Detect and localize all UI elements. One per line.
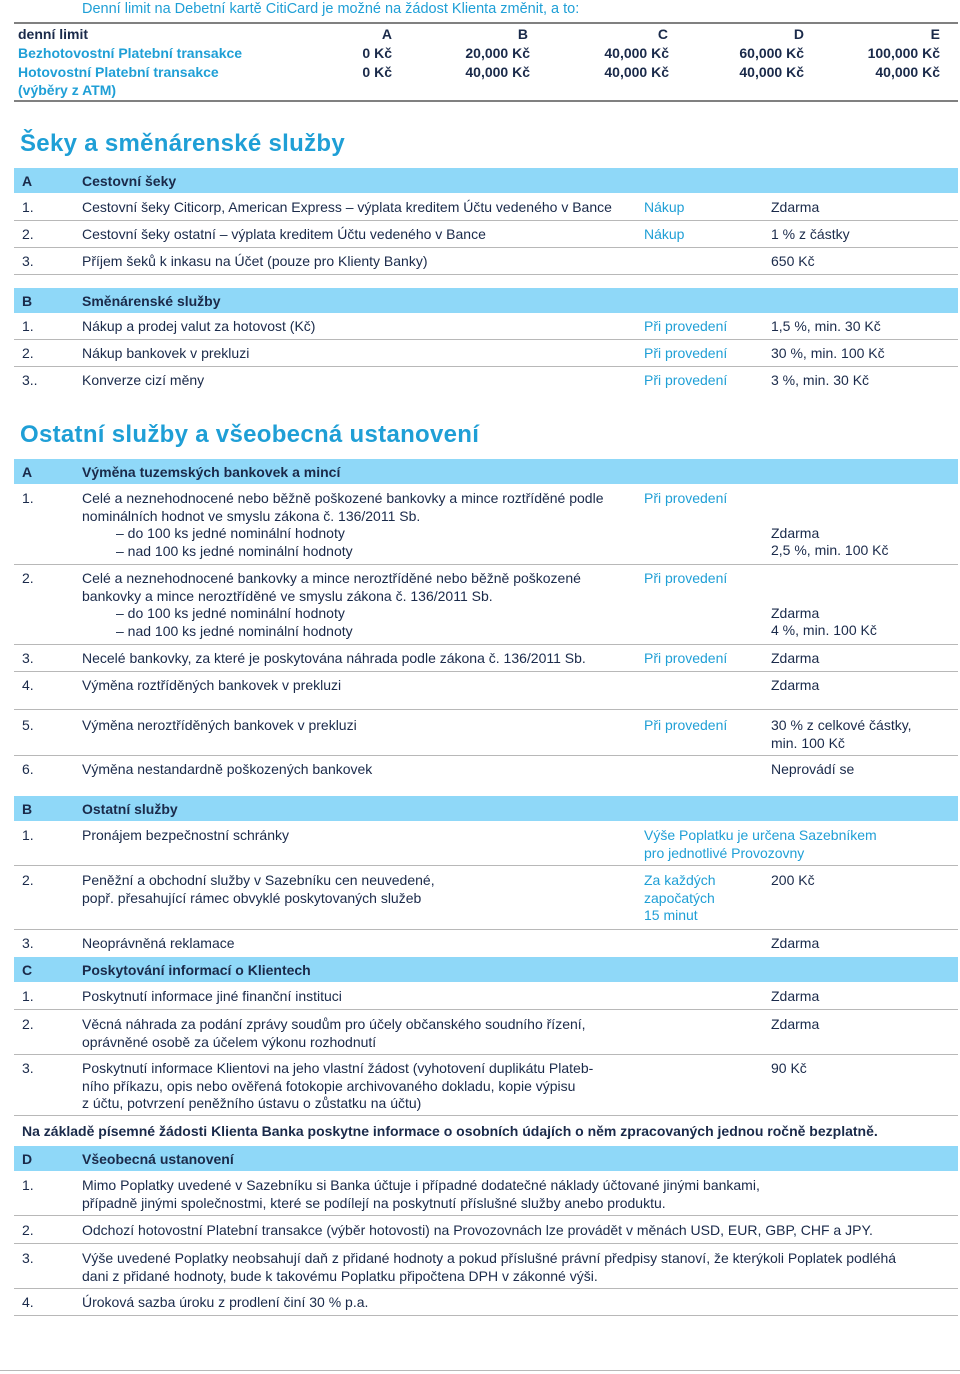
desc-line: Mimo Poplatky uvedené v Sazebníku si Banka účtuje i případné dodatečné náklady účtované jinými bankami, [82,1177,760,1193]
table-row [14,1246,958,1289]
when-line: Za každých [644,872,716,888]
row-when: Při provedení [644,570,728,586]
row-description [82,1016,642,1051]
price-line: 30 % z celkové částky, [771,717,912,733]
limits-value: 0 Kč [362,64,392,80]
category-title: Všeobecná ustanovení [82,1151,234,1167]
row-price: 1 % z částky [771,226,850,242]
category-letter: B [22,293,33,309]
limits-col-e: E [930,26,940,42]
category-bar-checks-a [14,168,958,193]
row-number: 1. [22,827,34,843]
row-when: Při provedení [644,650,728,666]
table-row [14,868,958,930]
row-price: Zdarma [771,677,820,693]
desc-line: dani z přidané hodnoty, bude k takovému Poplatku připočtena DPH v zákonné výši. [82,1267,598,1284]
page-bottom-divider [0,1370,960,1371]
category-letter: A [22,464,33,480]
row-description: Úroková sazba úroku z prodlení činí 30 % p.a. [82,1294,369,1310]
table-row [14,757,958,782]
row-description [82,872,642,907]
category-title: Ostatní služby [82,801,178,817]
table-row [14,486,958,565]
row-number: 1. [22,490,34,506]
category-title: Poskytování informací o Klientech [82,962,311,978]
desc-line: Celé a neznehodnocené bankovky a mince neroztříděné nebo běžně poškozené [82,570,581,586]
desc-line: popř. přesahující rámec obvyklé poskytovaných služeb [82,889,422,906]
table-row [14,222,958,248]
table-row [14,249,958,275]
row-number: 2. [22,872,34,888]
limits-col-c: C [657,26,668,42]
desc-subline: – do 100 ks jedné nominální hodnoty [116,525,345,541]
row-description: Konverze cizí měny [82,372,205,388]
row-description [82,1250,942,1285]
row-number: 1. [22,199,34,215]
row-number: 2. [22,345,34,361]
limits-value: 0 Kč [362,45,392,61]
desc-line: případně jinými společnostmi, které se podílejí na poskytnutí příslušné služby anebo produktu. [82,1194,666,1211]
row-number: 2. [22,226,34,242]
limits-row-label: Bezhotovostní Platební transakce [18,45,243,61]
row-number: 1. [22,1177,34,1193]
table-row [14,646,958,672]
when-line: Výše Poplatku je určena Sazebníkem [644,827,877,843]
row-when: Při provedení [644,372,728,388]
row-price: 200 Kč [771,872,815,888]
limits-value: 100,000 Kč [867,45,940,61]
limits-row-cash [14,62,958,100]
desc-line: nominálních hodnot ve smyslu zákona č. 136/2011 Sb. [82,507,421,524]
limits-value: 40,000 Kč [875,64,940,80]
row-number: 1. [22,318,34,334]
row-price: 2,5 %, min. 100 Kč [771,542,889,558]
limits-value: 40,000 Kč [465,64,530,80]
category-bar-other-b [14,796,958,821]
table-row [14,931,958,956]
desc-line: Celé a neznehodnocené nebo běžně poškozené bankovky a mince roztříděné podle [82,490,604,506]
category-bar-other-c [14,957,958,982]
desc-line: oprávněné osobě za účelem výkonu rozhodnutí [82,1033,377,1050]
row-when: Při provedení [644,490,728,506]
limits-row-label: Hotovostní Platební transakce [18,64,219,80]
row-when: Při provedení [644,717,728,733]
row-description: Cestovní šeky Citicorp, American Express – výplata kreditem Účtu vedeného v Bance [82,199,612,215]
row-price: Zdarma [771,199,820,215]
limits-value: 20,000 Kč [465,45,530,61]
desc-line: ního příkazu, opis nebo ověřená fotokopie archivovaného dokladu, kopie výpisu [82,1077,576,1094]
row-number: 1. [22,988,34,1004]
row-number: 3. [22,1060,34,1076]
row-description: Poskytnutí informace jiné finanční instituci [82,988,342,1004]
row-description: Příjem šeků k inkasu na Účet (pouze pro Klienty Banky) [82,253,428,269]
table-row [14,195,958,221]
category-letter: A [22,173,33,189]
row-description [82,1060,642,1113]
table-row [14,314,958,340]
table-row [14,1012,958,1055]
limits-row-cashless [14,43,958,62]
desc-line: Peněžní a obchodní služby v Sazebníku cen neuvedené, [82,872,435,888]
row-description: Odchozí hotovostní Platební transakce (výběr hotovosti) na Provozovnách lze provádět v měnách USD, EUR, GBP, CHF a JPY. [82,1222,873,1238]
desc-line: Poskytnutí informace Klientovi na jeho vlastní žádost (vyhotovení duplikátu Plateb- [82,1060,594,1076]
row-number: 4. [22,1294,34,1310]
row-price: Zdarma [771,988,820,1004]
category-letter: C [22,962,33,978]
row-price: 30 %, min. 100 Kč [771,345,885,361]
limits-col-b: B [517,26,528,42]
row-number: 3. [22,935,34,951]
row-when: Nákup [644,199,685,215]
row-price: Zdarma [771,525,820,541]
limits-value: 40,000 Kč [739,64,804,80]
row-description: Cestovní šeky ostatní – výplata kreditem Účtu vedeného v Bance [82,226,486,242]
row-number: 3.. [22,372,38,388]
table-row [14,566,958,645]
section-title-checks: Šeky a směnárenské služby [20,130,346,157]
when-line: pro jednotlivé Provozovny [644,844,805,861]
row-description: Neoprávněná reklamace [82,935,235,951]
category-title: Výměna tuzemských bankovek a mincí [82,464,341,480]
row-description [82,490,642,560]
row-price: Zdarma [771,935,820,951]
row-number: 6. [22,761,34,777]
category-letter: D [22,1151,33,1167]
row-number: 2. [22,1016,34,1032]
category-title: Směnárenské služby [82,293,221,309]
row-when: Při provedení [644,345,728,361]
row-number: 5. [22,717,34,733]
when-line: 15 minut [644,907,698,923]
desc-line: bankovky a mince neroztříděné ve smyslu zákona č. 136/2011 Sb. [82,587,493,604]
limits-col-a: A [381,26,392,42]
limits-value: 60,000 Kč [739,45,804,61]
row-description: Výměna neroztříděných bankovek v prekluzi [82,717,357,733]
table-row [14,713,958,756]
category-bar-other-a [14,459,958,484]
row-when: Nákup [644,226,685,242]
desc-line: Výše uvedené Poplatky neobsahují daň z přidané hodnoty a pokud příslušné právní předpisy stanoví, že kterýkoli Poplatek podléhá [82,1250,897,1266]
row-price [771,717,960,752]
row-when [644,827,894,862]
table-row [14,1218,958,1244]
table-row [14,984,958,1010]
row-number: 3. [22,253,34,269]
row-description: Nákup a prodej valut za hotovost (Kč) [82,318,316,334]
row-description: Výměna roztříděných bankovek v prekluzi [82,677,342,693]
row-price: Zdarma [771,605,820,621]
table-row [14,823,958,866]
privacy-note: Na základě písemné žádosti Klienta Banka poskytne informace o osobních údajích o něm zpracovaných jednou ročně bezplatně. [22,1123,878,1139]
row-number: 2. [22,1222,34,1238]
table-row [14,1173,958,1216]
row-description: Pronájem bezpečnostní schránky [82,827,289,843]
limits-header-label: denní limit [18,26,88,42]
row-price: 90 Kč [771,1060,807,1076]
table-row-note [14,1119,958,1144]
desc-subline: – nad 100 ks jedné nominální hodnoty [116,622,353,639]
desc-line: Věcná náhrada za podání zprávy soudům pro účely občanského soudního řízení, [82,1016,586,1032]
row-description: Výměna nestandardně poškozených bankovek [82,761,373,777]
row-number: 3. [22,1250,34,1266]
row-number: 4. [22,677,34,693]
limits-value: 40,000 Kč [604,64,669,80]
row-price: 650 Kč [771,253,815,269]
row-description [82,570,642,640]
row-when: Při provedení [644,318,728,334]
when-line: započatých [644,889,715,906]
section-title-other: Ostatní služby a všeobecná ustanovení [20,421,480,448]
table-row [14,341,958,367]
desc-subline: – nad 100 ks jedné nominální hodnoty [116,542,353,559]
row-number: 2. [22,570,34,586]
limits-header-row [14,24,958,43]
row-description [82,1177,942,1212]
limits-value: 40,000 Kč [604,45,669,61]
row-price: 4 %, min. 100 Kč [771,622,877,638]
category-bar-checks-b [14,288,958,313]
table-row [14,1290,958,1316]
desc-subline: – do 100 ks jedné nominální hodnoty [116,605,345,621]
limits-table [14,22,958,102]
row-number: 3. [22,650,34,666]
desc-line: z účtu, potvrzení peněžního ústavu o zůstatku na účtu) [82,1095,422,1111]
limits-intro: Denní limit na Debetní kartě CitiCard je možné na žádost Klienta změnit, a to: [82,1,580,17]
row-description: Nákup bankovek v prekluzi [82,345,250,361]
price-line: min. 100 Kč [771,734,845,751]
row-price: Zdarma [771,1016,820,1032]
category-letter: B [22,801,33,817]
limits-col-d: D [793,26,804,42]
table-row [14,1056,958,1116]
category-title: Cestovní šeky [82,173,177,189]
row-price: 3 %, min. 30 Kč [771,372,870,388]
category-bar-other-d [14,1146,958,1171]
row-price: Zdarma [771,650,820,666]
limits-row-label-2: (výběry z ATM) [18,82,117,98]
table-row [14,673,958,710]
row-price: Neprovádí se [771,761,855,777]
table-row [14,368,958,393]
row-price: 1,5 %, min. 30 Kč [771,318,881,334]
row-description: Necelé bankovky, za které je poskytována náhrada podle zákona č. 136/2011 Sb. [82,650,586,666]
